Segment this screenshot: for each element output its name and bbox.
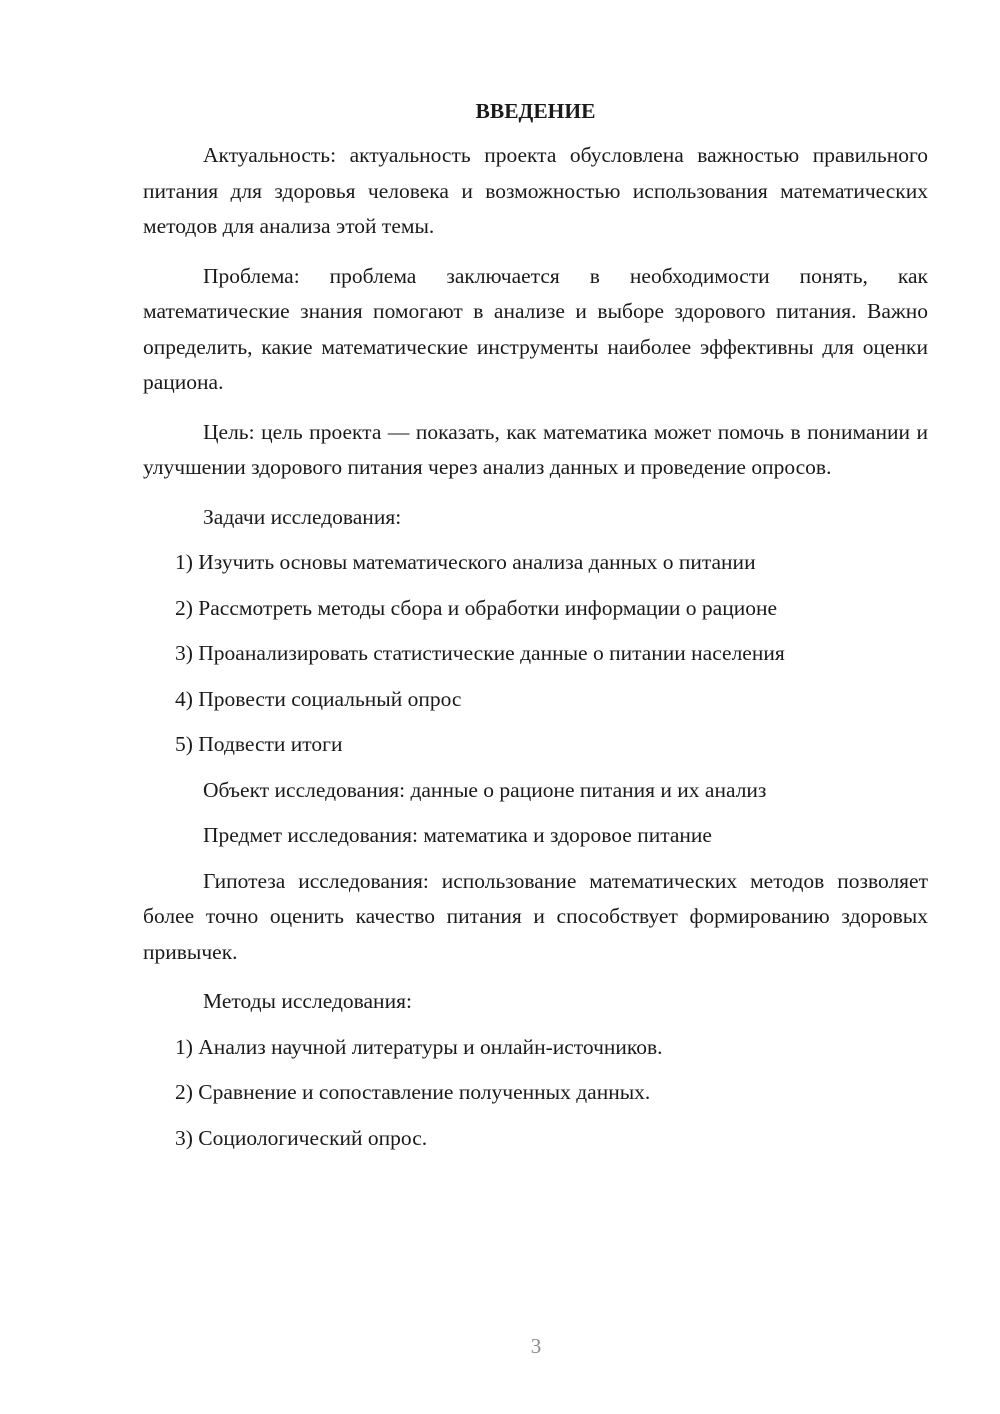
tasks-heading: Задачи исследования: <box>203 504 402 529</box>
method-item: 3) Социологический опрос. <box>175 1125 428 1150</box>
method-item: 1) Анализ научной литературы и онлайн-источников. <box>175 1034 663 1059</box>
problem-paragraph: Проблема: проблема заключается в необходимости понять, как математические знания помогают в анализе и выборе здорового питания. Важно определить, какие математические инструменты наиболее эффективны для оценки рациона. <box>143 263 928 394</box>
task-item: 5) Подвести итоги <box>175 732 343 756</box>
task-item: 4) Провести социальный опрос <box>175 686 462 711</box>
hypothesis-paragraph: Гипотеза исследования: использование математических методов позволяет более точно оценить качество питания и способствует формированию здоровых привычек. <box>143 868 928 964</box>
task-item: 1) Изучить основы математического анализа данных о питании <box>175 550 756 574</box>
methods-heading: Методы исследования: <box>203 989 412 1013</box>
task-item: 2) Рассмотреть методы сбора и обработки информации о рационе <box>175 595 778 620</box>
relevance-paragraph: Актуальность: актуальность проекта обусловлена важностью правильного питания для здоровья человека и возможностью использования математических методов для анализа этой темы. <box>143 143 928 238</box>
object-paragraph: Объект исследования: данные о рационе питания и их анализ <box>203 777 767 802</box>
page-content <box>143 97 928 1166</box>
task-item: 3) Проанализировать статистические данные о питании населения <box>175 641 785 665</box>
subject-paragraph: Предмет исследования: математика и здоровое питание <box>203 823 712 847</box>
goal-paragraph: Цель: цель проекта — показать, как математика может помочь в понимании и улучшении здорового питания через анализ данных и проведение опросов. <box>143 419 928 479</box>
method-item: 2) Сравнение и сопоставление полученных данных. <box>175 1080 651 1104</box>
page-number: 3 <box>530 1334 542 1358</box>
page-title: ВВЕДЕНИЕ <box>475 99 596 123</box>
